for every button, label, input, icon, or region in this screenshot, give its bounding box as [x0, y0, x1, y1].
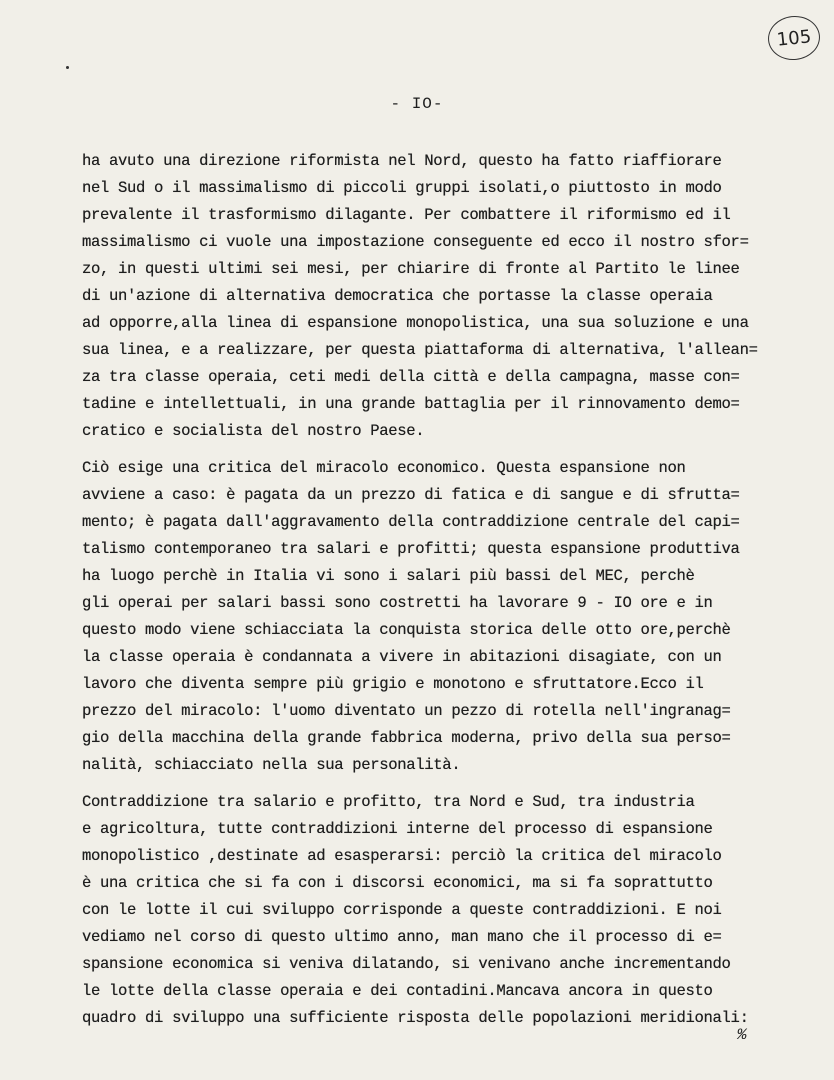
text-line: gio della macchina della grande fabbrica moderna, privo della sua perso= — [82, 729, 731, 747]
text-line: cratico e socialista del nostro Paese. — [82, 422, 425, 440]
text-line: nel Sud o il massimalismo di piccoli gruppi isolati,o piuttosto in modo — [82, 179, 722, 197]
text-line: ad opporre,alla linea di espansione monopolistica, una sua soluzione e una — [82, 314, 749, 332]
text-line: sua linea, e a realizzare, per questa piattaforma di alternativa, l'allean= — [82, 341, 758, 359]
continuation-mark: % — [737, 1026, 747, 1044]
text-line: la classe operaia è condannata a vivere in abitazioni disagiate, con un — [82, 648, 722, 666]
text-line: vediamo nel corso di questo ultimo anno, man mano che il processo di e= — [82, 928, 722, 946]
page-stamp: 105 — [766, 13, 822, 62]
text-line: ha avuto una direzione riformista nel Nord, questo ha fatto riaffiorare — [82, 152, 722, 170]
text-line: nalità, schiacciato nella sua personalità. — [82, 756, 461, 774]
text-line: è una critica che si fa con i discorsi economici, ma si fa soprattutto — [82, 874, 713, 892]
text-line: ha luogo perchè in Italia vi sono i salari più bassi del MEC, perchè — [82, 567, 695, 585]
text-line: spansione economica si veniva dilatando, si venivano anche incrementando — [82, 955, 731, 973]
text-line: quadro di sviluppo una sufficiente risposta delle popolazioni meridionali: — [82, 1009, 749, 1027]
text-line: tadine e intellettuali, in una grande battaglia per il rinnovamento demo= — [82, 395, 740, 413]
text-line: zo, in questi ultimi sei mesi, per chiarire di fronte al Partito le linee — [82, 260, 740, 278]
text-line: monopolistico ,destinate ad esasperarsi: perciò la critica del miracolo — [82, 847, 722, 865]
text-line: Ciò esige una critica del miracolo economico. Questa espansione non — [82, 459, 686, 477]
text-line: le lotte della classe operaia e dei contadini.Mancava ancora in questo — [82, 982, 713, 1000]
text-line: prezzo del miracolo: l'uomo diventato un pezzo di rotella nell'ingranag= — [82, 702, 731, 720]
text-line: e agricoltura, tutte contraddizioni interne del processo di espansione — [82, 820, 713, 838]
paragraph-gap — [82, 445, 802, 455]
text-line: talismo contemporaneo tra salari e profitti; questa espansione produttiva — [82, 540, 740, 558]
ink-speck — [66, 66, 69, 69]
page-number: - IO- — [390, 95, 444, 113]
text-line: gli operai per salari bassi sono costretti ha lavorare 9 - IO ore e in — [82, 594, 713, 612]
text-line: avviene a caso: è pagata da un prezzo di fatica e di sangue e di sfrutta= — [82, 486, 740, 504]
text-line: di un'azione di alternativa democratica che portasse la classe operaia — [82, 287, 713, 305]
text-line: prevalente il trasformismo dilagante. Per combattere il riformismo ed il — [82, 206, 731, 224]
text-line: con le lotte il cui sviluppo corrisponde a queste contraddizioni. E noi — [82, 901, 722, 919]
text-line: Contraddizione tra salario e profitto, tra Nord e Sud, tra industria — [82, 793, 695, 811]
text-line: massimalismo ci vuole una impostazione conseguente ed ecco il nostro sfor= — [82, 233, 749, 251]
text-line: questo modo viene schiacciata la conquista storica delle otto ore,perchè — [82, 621, 731, 639]
text-line: lavoro che diventa sempre più grigio e monotono e sfruttatore.Ecco il — [82, 675, 704, 693]
paragraph-gap — [82, 779, 802, 789]
text-line: mento; è pagata dall'aggravamento della contraddizione centrale del capi= — [82, 513, 740, 531]
body-text — [82, 148, 802, 1032]
text-line: za tra classe operaia, ceti medi della città e della campagna, masse con= — [82, 368, 740, 386]
